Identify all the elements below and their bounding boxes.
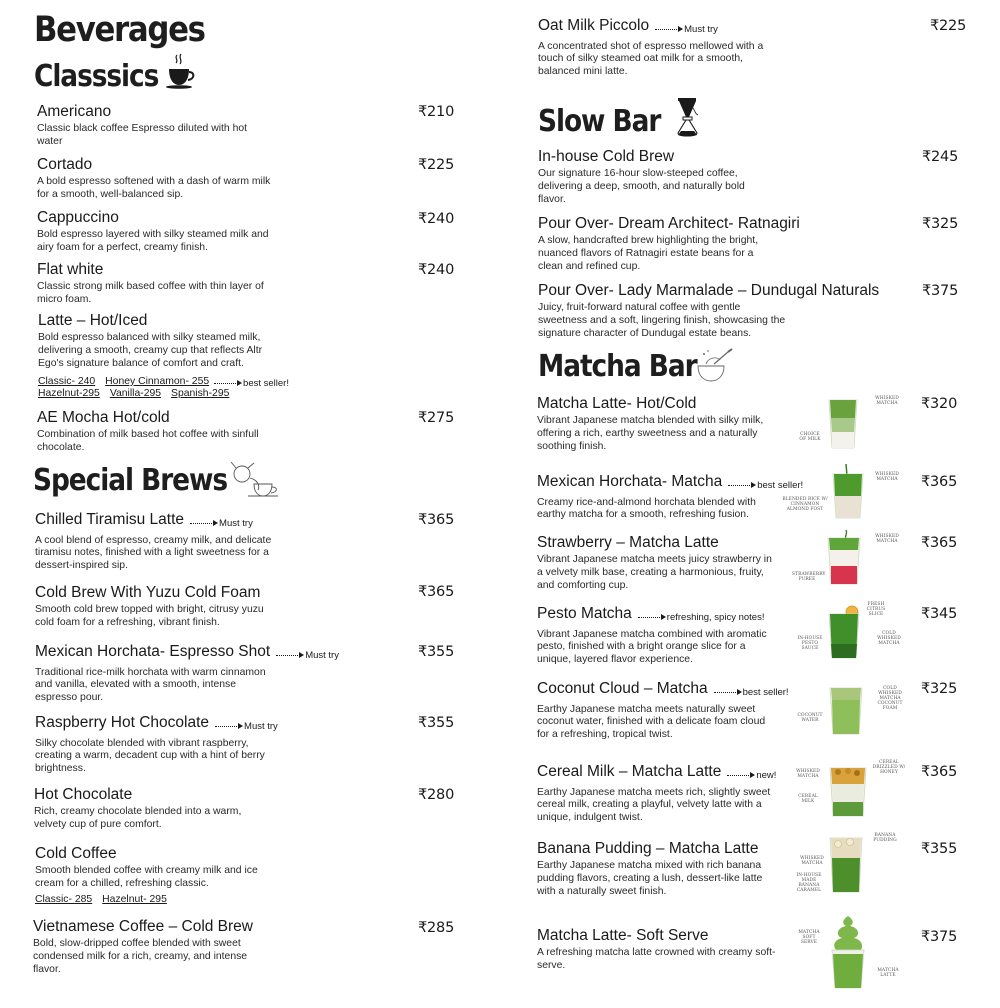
- item-name: Banana Pudding – Matcha Latte: [537, 840, 759, 857]
- chemex-icon: [674, 97, 702, 141]
- item-description: A refreshing matcha latte crowned with creamy soft-serve.: [537, 947, 776, 971]
- item-price: ₹275: [418, 410, 455, 426]
- drink-label: BLENDED RICE W/ CINNAMON ALMOND FOST: [782, 497, 828, 512]
- item-description: Juicy, fruit-forward natural coffee with gentle sweetness and a soft, lingering finish, showcasing the signature character of Dundugal estate beans.: [538, 302, 786, 339]
- dotted-arrow-icon: [727, 775, 751, 776]
- item-description: A concentrated shot of espresso mellowed with a touch of silky steamed oat milk for a smooth, balanced mini latte.: [538, 40, 764, 78]
- menu-item-strawberry-matcha: [537, 534, 772, 592]
- item-price: ₹375: [922, 283, 959, 299]
- item-name: Matcha Latte- Soft Serve: [537, 927, 709, 944]
- variant-hazelnut: Hazelnut- 295: [102, 894, 167, 905]
- menu-item-banana-pudding-matcha: [537, 840, 777, 898]
- banana-pudding-matcha-drink-image: [826, 834, 866, 896]
- drink-label: WHISKED MATCHA: [800, 856, 824, 866]
- dotted-arrow-icon: [190, 523, 214, 524]
- menu-item-matcha-latte: [537, 395, 772, 453]
- item-price: ₹245: [922, 149, 959, 165]
- drink-label: COLD WHISKED MATCHA COCONUT FOAM: [877, 686, 903, 711]
- item-name: Mexican Horchata- Espresso Shot: [35, 643, 271, 660]
- dotted-arrow-icon: [215, 726, 239, 727]
- dotted-arrow-icon: [728, 485, 752, 486]
- pesto-matcha-drink-image: [826, 604, 862, 662]
- item-name: Raspberry Hot Chocolate: [35, 714, 210, 731]
- dotted-arrow-icon: [714, 692, 738, 693]
- menu-item-matcha-soft-serve: [537, 927, 777, 973]
- new-tag: new!: [727, 767, 776, 785]
- special-brews-heading: Special Brews: [33, 463, 227, 498]
- item-description: Earthy Japanese matcha mixed with rich banana pudding flavors, creating a lush, dessert-like latte with a naturally sweet finish.: [537, 860, 763, 897]
- item-price: ₹280: [418, 787, 455, 803]
- drink-label: WHISKED MATCHA: [875, 396, 899, 406]
- item-price: ₹285: [418, 920, 455, 936]
- item-name: Cortado: [37, 156, 93, 173]
- best-seller-tag: best seller!: [214, 377, 289, 390]
- item-name: Coconut Cloud – Matcha: [537, 680, 708, 697]
- menu-item-americano: [37, 103, 267, 149]
- item-name: Latte – Hot/Iced: [38, 312, 148, 329]
- must-try-tag: Must try: [215, 718, 278, 736]
- drink-label: WHISKED MATCHA: [875, 472, 899, 482]
- item-description: Rich, creamy chocolate blended into a warm, velvety cup of pure comfort.: [34, 806, 242, 830]
- variant-honey-cinnamon: Honey Cinnamon- 255: [105, 376, 210, 387]
- matcha-soft-serve-drink-image: [826, 914, 870, 990]
- item-price: ₹365: [921, 764, 958, 780]
- menu-item-flat-white: [37, 261, 267, 307]
- dotted-arrow-icon: [276, 655, 300, 656]
- classics-heading: Classsics: [34, 59, 159, 94]
- item-description: Silky chocolate blended with vibrant raspberry, creating a warm, decadent cup with a hint of berry brightness.: [35, 737, 265, 775]
- item-price: ₹375: [921, 929, 958, 945]
- item-name: Vietnamese Coffee – Cold Brew: [33, 918, 253, 935]
- variant-hazelnut: Hazelnut-295: [38, 388, 100, 399]
- menu-item-oat-milk-piccolo: [538, 17, 778, 79]
- drink-label: WHISKED MATCHA: [875, 534, 899, 544]
- menu-item-vietnamese-coffee: [33, 918, 273, 976]
- item-description: Vibrant Japanese matcha combined with aromatic pesto, finished with a bright orange slice for a unique, layered flavor experience.: [537, 628, 767, 666]
- item-price: ₹240: [418, 262, 455, 278]
- matcha-latte-drink-image: [826, 396, 860, 452]
- must-try-tag: Must try: [655, 21, 718, 39]
- menu-item-raspberry-hot-chocolate: [35, 714, 278, 776]
- menu-item-hot-chocolate: [34, 786, 274, 832]
- item-description: Smooth blended coffee with creamy milk and ice cream for a chilled, refreshing classic.: [35, 865, 258, 889]
- item-description: Classic strong milk based coffee with thin layer of micro foam.: [37, 281, 264, 305]
- item-description: Traditional rice-milk horchata with warm cinnamon and vanilla, elevated with a smooth, intense espresso pour.: [35, 666, 266, 704]
- item-name: AE Mocha Hot/cold: [37, 409, 170, 426]
- menu-item-cold-coffee: [35, 845, 275, 891]
- slow-bar-heading: Slow Bar: [538, 104, 661, 139]
- item-price: ₹365: [418, 584, 455, 600]
- item-description: A slow, handcrafted brew highlighting the bright, nuanced flavors of Ratnagiri estate beans for a clean and refined cup.: [538, 235, 759, 272]
- item-name: Chilled Tiramisu Latte: [35, 511, 185, 528]
- item-description: A cool blend of espresso, creamy milk, and delicate tiramisu notes, finished with a light sweetness for a dessert-inspired sip.: [35, 534, 272, 572]
- matcha-bar-heading: Matcha Bar: [538, 349, 697, 384]
- best-seller-tag: best seller!: [714, 684, 789, 702]
- item-name: In-house Cold Brew: [538, 148, 675, 165]
- item-name: Pour Over- Dream Architect- Ratnagiri: [538, 215, 800, 232]
- item-description: Smooth cold brew topped with bright, citrusy yuzu cold foam for a refreshing, vibrant finish.: [35, 604, 264, 628]
- item-description: Bold, slow-dripped coffee blended with sweet condensed milk for a rich, creamy, and intense flavor.: [33, 938, 248, 975]
- coffee-cup-icon: [165, 53, 197, 91]
- variant-spanish: Spanish-295: [171, 388, 230, 399]
- item-description: Creamy rice-and-almond horchata blended with earthy matcha for a smooth, refreshing fusion.: [537, 496, 756, 521]
- item-description: Vibrant Japanese matcha blended with silky milk, offering a rich, earthy sweetness and a naturally soothing finish.: [537, 415, 764, 452]
- menu-item-latte: [38, 312, 278, 370]
- item-description: Vibrant Japanese matcha meets juicy strawberry in a velvety milk base, creating a harmonious, fruity, and comforting cup.: [537, 554, 772, 591]
- beverages-heading: Beverages: [34, 10, 205, 50]
- variant-classic: Classic- 285: [35, 894, 93, 905]
- item-price: ₹355: [418, 715, 455, 731]
- item-price: ₹225: [930, 18, 967, 34]
- drink-label: MATCHA SOFT SERVE: [798, 930, 820, 945]
- cold-coffee-variants: [35, 893, 177, 906]
- item-price: ₹355: [921, 841, 958, 857]
- dotted-arrow-icon: [214, 383, 238, 384]
- menu-item-mexican-horchata-espresso: [35, 643, 339, 705]
- item-price: ₹325: [921, 681, 958, 697]
- item-name: Strawberry – Matcha Latte: [537, 534, 719, 551]
- menu-item-chilled-tiramisu-latte: [35, 511, 275, 573]
- strawberry-matcha-drink-image: [824, 528, 864, 588]
- drink-label: CHOICE OF MILK: [799, 432, 821, 442]
- drink-label: IN-HOUSE PESTO SAUCE: [797, 636, 823, 651]
- item-name: Pesto Matcha: [537, 605, 632, 622]
- menu-item-pesto-matcha: [537, 605, 772, 667]
- latte-variants-row-2: [38, 387, 239, 400]
- horchata-matcha-drink-image: [830, 462, 866, 522]
- item-price: ₹365: [921, 474, 958, 490]
- item-name: Cold Brew With Yuzu Cold Foam: [35, 584, 261, 601]
- item-price: ₹240: [418, 211, 455, 227]
- refreshing-tag: refreshing, spicy notes!: [638, 609, 765, 627]
- drink-label: CEREAL DRIZZLED W/ HONEY: [872, 760, 906, 775]
- item-price: ₹210: [418, 104, 455, 120]
- menu-item-cold-brew-yuzu: [35, 584, 275, 630]
- item-description: Classic black coffee Espresso diluted with hot water: [37, 123, 248, 147]
- dotted-arrow-icon: [655, 29, 679, 30]
- must-try-tag: Must try: [190, 515, 253, 533]
- item-name: Pour Over- Lady Marmalade – Dundugal Naturals: [538, 282, 880, 299]
- variant-classic: Classic- 240: [38, 376, 96, 387]
- drink-label: COCONUT WATER: [797, 713, 823, 723]
- item-name: Oat Milk Piccolo: [538, 17, 650, 34]
- item-description: Combination of milk based hot coffee with sinfull chocolate.: [37, 429, 259, 453]
- item-price: ₹320: [921, 396, 958, 412]
- item-price: ₹365: [418, 512, 455, 528]
- menu-item-coconut-cloud-matcha: [537, 680, 789, 742]
- item-price: ₹345: [921, 606, 958, 622]
- menu-item-inhouse-cold-brew: [538, 148, 768, 206]
- drink-label: WHISKED MATCHA: [796, 769, 820, 779]
- menu-item-mexican-horchata-matcha: [537, 473, 804, 522]
- cereal-milk-matcha-drink-image: [826, 762, 870, 820]
- item-name: Cereal Milk – Matcha Latte: [537, 763, 722, 780]
- item-name: Hot Chocolate: [34, 786, 133, 803]
- drink-label: MATCHA LATTE: [877, 968, 899, 978]
- drink-label: IN-HOUSE MADE BANANA CARAMEL: [796, 873, 822, 893]
- item-description: Earthy Japanese matcha meets naturally sweet coconut water, finished with a delicate foam cloud for a refreshing, tropical twist.: [537, 703, 766, 741]
- drink-label: FRESH CITRUS SLICE: [866, 602, 886, 617]
- variant-vanilla: Vanilla-295: [109, 388, 162, 399]
- item-description: Bold espresso layered with silky steamed milk and airy foam for a perfect, creamy finish.: [37, 229, 269, 253]
- item-price: ₹355: [418, 644, 455, 660]
- menu-item-cappuccino: [37, 209, 277, 255]
- matcha-whisk-icon: [694, 348, 734, 384]
- item-name: Americano: [37, 103, 112, 120]
- menu-item-cortado: [37, 156, 277, 202]
- drink-label: BANANA PUDDING: [873, 833, 897, 843]
- item-name: Cold Coffee: [35, 845, 117, 862]
- coffee-pour-icon: [228, 460, 282, 500]
- best-seller-tag: best seller!: [728, 477, 803, 495]
- item-description: Our signature 16-hour slow-steeped coffee, delivering a deep, smooth, and naturally bold flavor.: [538, 168, 745, 205]
- item-price: ₹365: [921, 535, 958, 551]
- item-name: Cappuccino: [37, 209, 119, 226]
- item-description: Earthy Japanese matcha meets rich, slightly sweet cereal milk, creating a playful, velvety latte with a unique, indulgent twist.: [537, 786, 771, 824]
- drink-label: STRAWBERRY PUREE: [792, 572, 826, 582]
- drink-label: CEREAL MILK: [798, 794, 818, 804]
- item-description: Bold espresso balanced with silky steamed milk, delivering a smooth, creamy cup that reflects Altr Ego's signature balance of comfort and craft.: [38, 332, 263, 369]
- item-price: ₹325: [922, 216, 959, 232]
- dotted-arrow-icon: [638, 617, 662, 618]
- item-name: Mexican Horchata- Matcha: [537, 473, 723, 490]
- menu-item-pour-over-dream-architect: [538, 215, 800, 273]
- menu-item-cereal-milk-matcha: [537, 763, 777, 825]
- item-name: Matcha Latte- Hot/Cold: [537, 395, 697, 412]
- menu-item-ae-mocha: [37, 409, 267, 455]
- item-price: ₹225: [418, 157, 455, 173]
- drink-label: COLD WHISKED MATCHA: [877, 631, 901, 646]
- coconut-cloud-matcha-drink-image: [826, 684, 866, 736]
- must-try-tag: Must try: [276, 647, 339, 665]
- item-description: A bold espresso softened with a dash of warm milk for a smooth, well-balanced sip.: [37, 176, 271, 200]
- item-name: Flat white: [37, 261, 104, 278]
- menu-item-pour-over-lady-marmalade: [538, 282, 880, 340]
